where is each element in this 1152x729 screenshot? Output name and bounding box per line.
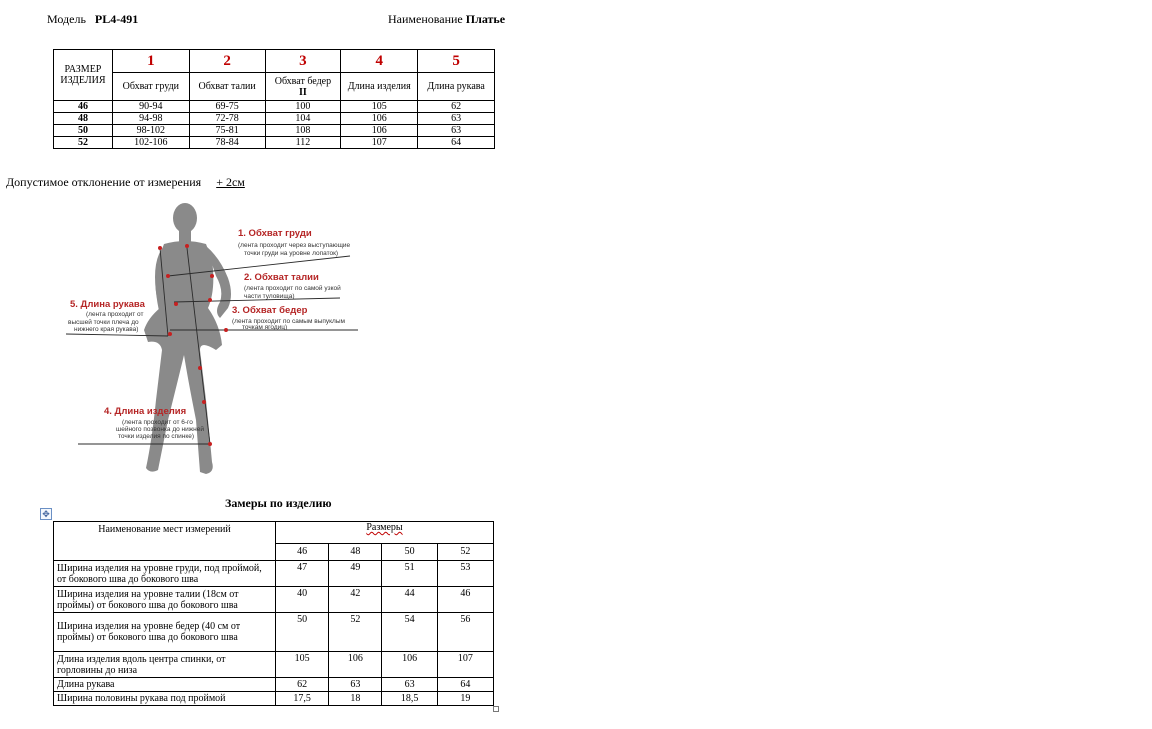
ann-5-note: нижнего края рукава) [74, 326, 139, 333]
row-size: 50 [54, 125, 113, 137]
meas-value: 47 [276, 561, 329, 587]
meas-value: 63 [382, 678, 437, 692]
meas-value: 53 [437, 561, 493, 587]
table-move-handle-icon[interactable]: ✥ [40, 508, 52, 520]
row-value: 94-98 [112, 113, 189, 125]
meas-row [54, 613, 494, 652]
meas-row [54, 692, 494, 706]
tolerance-line [6, 175, 245, 190]
row-value: 72-78 [189, 113, 265, 125]
meas-row [54, 678, 494, 692]
col-label-5: Длина рукава [418, 73, 495, 101]
meas-value: 54 [382, 613, 437, 652]
row-size: 48 [54, 113, 113, 125]
ann-3-title: 3. Обхват бедер [232, 305, 308, 316]
meas-value: 56 [437, 613, 493, 652]
meas-value: 46 [437, 587, 493, 613]
row-value: 62 [418, 101, 495, 113]
col-label-3 [265, 73, 341, 101]
meas-value: 44 [382, 587, 437, 613]
col-label-3-text: Обхват бедер [274, 75, 332, 87]
row-value: 112 [265, 137, 341, 149]
size-row [54, 101, 495, 113]
size-chart-table [53, 49, 495, 149]
measurements-table [53, 521, 494, 706]
row-value: 104 [265, 113, 341, 125]
col-label-3-mark: II [299, 86, 307, 98]
col-num-3: 3 [265, 50, 341, 73]
row-size: 46 [54, 101, 113, 113]
model-line [47, 12, 138, 27]
size-row [54, 113, 495, 125]
meas-value: 42 [329, 587, 382, 613]
model-value: PL4-491 [94, 12, 139, 26]
meas-row-label: Ширина изделия на уровне талии (18см от проймы) от бокового шва до бокового шва [54, 587, 276, 613]
size-header-cell: РАЗМЕР ИЗДЕЛИЯ [54, 50, 113, 101]
name-value: Платье [465, 12, 506, 26]
row-value: 90-94 [112, 101, 189, 113]
meas-value: 51 [382, 561, 437, 587]
meas-sizes-header [276, 522, 494, 544]
row-value: 98-102 [112, 125, 189, 137]
meas-row-label: Длина изделия вдоль центра спинки, от горловины до низа [54, 652, 276, 678]
name-line [388, 12, 505, 27]
row-value: 107 [341, 137, 418, 149]
row-value: 102-106 [112, 137, 189, 149]
col-num-1: 1 [112, 50, 189, 73]
meas-value: 18 [329, 692, 382, 706]
meas-row-label: Ширина половины рукава под проймой [54, 692, 276, 706]
size-col-header: 46 [276, 543, 329, 560]
ann-1-title: 1. Обхват груди [238, 228, 312, 239]
ann-2-note: части туловища) [244, 293, 295, 300]
row-value: 64 [418, 137, 495, 149]
row-value: 78-84 [189, 137, 265, 149]
ann-4-note: (лента проходит от 6-го [122, 419, 193, 426]
meas-value: 105 [276, 652, 329, 678]
meas-value: 63 [329, 678, 382, 692]
model-label: Модель [47, 12, 86, 26]
row-value: 106 [341, 125, 418, 137]
meas-value: 106 [329, 652, 382, 678]
meas-row-label: Ширина изделия на уровне бедер (40 см от проймы) от бокового шва до бокового шва [54, 613, 276, 652]
meas-value: 62 [276, 678, 329, 692]
row-value: 106 [341, 113, 418, 125]
ann-3-note: точкам ягодиц) [242, 324, 288, 331]
row-value: 69-75 [189, 101, 265, 113]
row-value: 63 [418, 125, 495, 137]
name-label: Наименование [388, 12, 463, 26]
meas-row-label: Ширина изделия на уровне груди, под проймой, от бокового шва до бокового шва [54, 561, 276, 587]
size-row [54, 125, 495, 137]
col-label-4: Длина изделия [341, 73, 418, 101]
meas-value: 19 [437, 692, 493, 706]
row-value: 100 [265, 101, 341, 113]
meas-row-label: Длина рукава [54, 678, 276, 692]
tolerance-label: Допустимое отклонение от измерения [6, 175, 202, 189]
meas-value: 64 [437, 678, 493, 692]
ann-5-note: высшей точки плеча до [68, 319, 139, 326]
meas-row [54, 587, 494, 613]
ann-4-note: шейного позвонка до нижней [116, 426, 204, 433]
tolerance-value: + 2см [216, 175, 245, 189]
size-col-header: 52 [437, 543, 493, 560]
meas-value: 107 [437, 652, 493, 678]
ann-2-title: 2. Обхват талии [244, 272, 319, 283]
measurements-title: Замеры по изделию [225, 496, 332, 510]
ann-1-note: (лента проходит через выступающие [238, 242, 351, 249]
meas-value: 17,5 [276, 692, 329, 706]
meas-value: 40 [276, 587, 329, 613]
col-num-2: 2 [189, 50, 265, 73]
ann-3-note: (лента проходит по самым выпуклым [232, 318, 345, 325]
row-value: 105 [341, 101, 418, 113]
size-col-header: 50 [382, 543, 437, 560]
meas-value: 18,5 [382, 692, 437, 706]
meas-value: 106 [382, 652, 437, 678]
ann-4-note: точки изделия по спинке) [118, 433, 195, 440]
col-label-2: Обхват талии [189, 73, 265, 101]
col-num-5: 5 [418, 50, 495, 73]
meas-name-header: Наименование мест измерений [54, 522, 276, 561]
meas-value: 49 [329, 561, 382, 587]
col-num-4: 4 [341, 50, 418, 73]
ann-5-note: (лента проходит от [86, 311, 144, 318]
meas-value: 52 [329, 613, 382, 652]
size-col-header: 48 [329, 543, 382, 560]
size-row [54, 137, 495, 149]
ann-4-title: 4. Длина изделия [104, 406, 187, 417]
meas-sizes-header-text: Размеры [366, 522, 403, 533]
ann-2-note: (лента проходит по самой узкой [244, 285, 341, 292]
row-value: 108 [265, 125, 341, 137]
table-resize-handle[interactable] [493, 706, 499, 712]
ann-5-title: 5. Длина рукава [70, 299, 145, 310]
body-measurement-figure [60, 200, 380, 480]
ann-1-note: точки груди на уровне лопаток) [244, 250, 339, 257]
col-label-1: Обхват груди [112, 73, 189, 101]
row-value: 63 [418, 113, 495, 125]
meas-value: 50 [276, 613, 329, 652]
row-size: 52 [54, 137, 113, 149]
row-value: 75-81 [189, 125, 265, 137]
meas-row [54, 652, 494, 678]
meas-row [54, 561, 494, 587]
